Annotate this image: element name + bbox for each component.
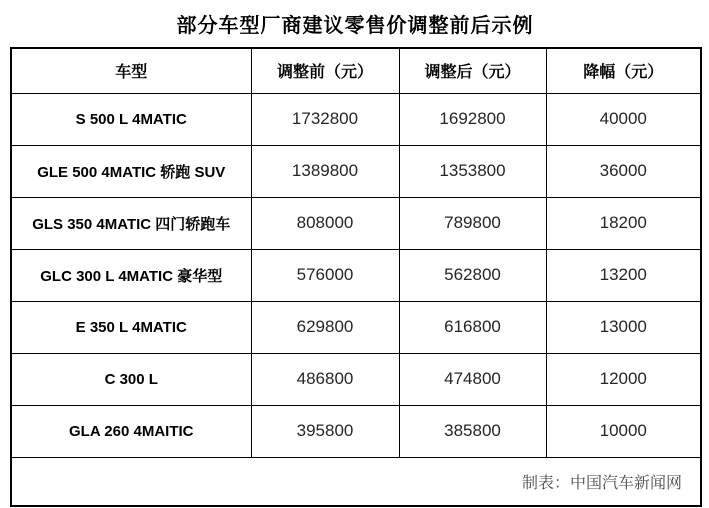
table-row: [11, 353, 701, 405]
model-cell: GLS 350 4MATIC 四门轿跑车: [11, 197, 251, 249]
table-row: [11, 301, 701, 353]
table-footer: [11, 457, 701, 506]
table-row: [11, 93, 701, 145]
model-cell: C 300 L: [11, 353, 251, 405]
col-header-model: 车型: [11, 48, 251, 93]
table-body: [11, 93, 701, 457]
footer-row: [11, 457, 701, 506]
price-after-cell: 1692800: [399, 93, 546, 145]
credit-label: 制表：中国汽车新闻网: [11, 457, 701, 506]
price-before-cell: 1389800: [251, 145, 399, 197]
price-after-cell: 474800: [399, 353, 546, 405]
col-header-price-drop: 降幅（元）: [546, 48, 701, 93]
price-drop-cell: 18200: [546, 197, 701, 249]
table-row: [11, 249, 701, 301]
model-cell: E 350 L 4MATIC: [11, 301, 251, 353]
price-before-cell: 1732800: [251, 93, 399, 145]
col-header-price-before: 调整前（元）: [251, 48, 399, 93]
price-drop-cell: 36000: [546, 145, 701, 197]
price-before-cell: 808000: [251, 197, 399, 249]
price-after-cell: 562800: [399, 249, 546, 301]
model-cell: GLA 260 4MAITIC: [11, 405, 251, 457]
price-before-cell: 395800: [251, 405, 399, 457]
model-cell: S 500 L 4MATIC: [11, 93, 251, 145]
price-after-cell: 789800: [399, 197, 546, 249]
price-after-cell: 616800: [399, 301, 546, 353]
model-cell: GLE 500 4MATIC 轿跑 SUV: [11, 145, 251, 197]
page-title: 部分车型厂商建议零售价调整前后示例: [176, 15, 534, 37]
price-drop-cell: 13000: [546, 301, 701, 353]
price-drop-cell: 10000: [546, 405, 701, 457]
price-drop-cell: 40000: [546, 93, 701, 145]
price-before-cell: 629800: [251, 301, 399, 353]
col-header-price-after: 调整后（元）: [399, 48, 546, 93]
table-row: [11, 405, 701, 457]
price-after-cell: 385800: [399, 405, 546, 457]
table-row: [11, 197, 701, 249]
price-drop-cell: 13200: [546, 249, 701, 301]
table-row: [11, 145, 701, 197]
header-row: [11, 48, 701, 93]
price-adjustment-table: [10, 47, 702, 507]
price-after-cell: 1353800: [399, 145, 546, 197]
model-cell: GLC 300 L 4MATIC 豪华型: [11, 249, 251, 301]
price-before-cell: 576000: [251, 249, 399, 301]
price-drop-cell: 12000: [546, 353, 701, 405]
table-header: [11, 48, 701, 93]
price-before-cell: 486800: [251, 353, 399, 405]
